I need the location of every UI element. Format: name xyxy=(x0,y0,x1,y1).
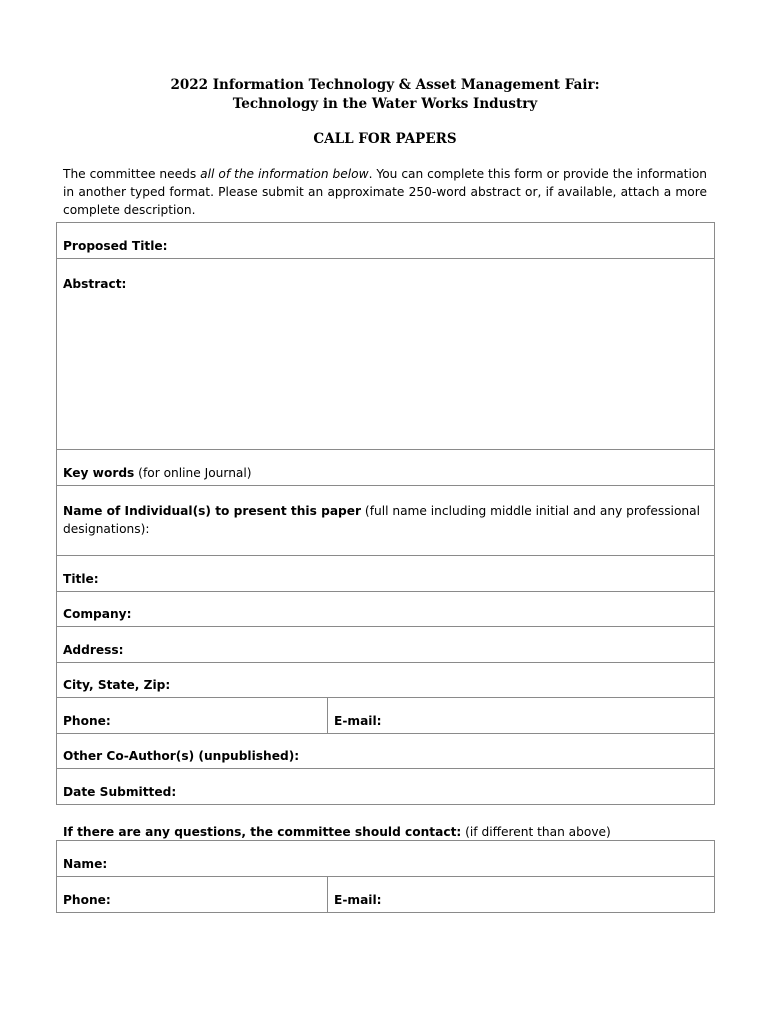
contact-phone-label: Phone: xyxy=(63,893,111,907)
title-field[interactable] xyxy=(57,556,715,592)
phone-field[interactable] xyxy=(57,698,328,734)
title-line-1: 2022 Information Technology & Asset Management Fair: xyxy=(170,77,600,93)
submission-form-table xyxy=(56,222,715,805)
city-state-zip-label: City, State, Zip: xyxy=(63,678,171,692)
contact-phone-field[interactable] xyxy=(57,877,328,913)
coauthors-label: Other Co-Author(s) (unpublished): xyxy=(63,749,300,763)
coauthors-field[interactable] xyxy=(57,734,715,769)
call-for-papers-heading: CALL FOR PAPERS xyxy=(313,131,457,147)
contact-name-label: Name: xyxy=(63,857,108,871)
address-label: Address: xyxy=(63,643,124,657)
contact-email-label: E-mail: xyxy=(334,893,382,907)
contact-email-field[interactable] xyxy=(328,877,715,913)
presenter-note: (full name including middle initial and any professional designations): xyxy=(63,504,700,536)
company-field[interactable] xyxy=(57,592,715,627)
presenter-label: Name of Individual(s) to present this paper xyxy=(63,504,362,518)
proposed-title-field[interactable] xyxy=(57,223,715,259)
contact-heading-note: (if different than above) xyxy=(461,825,611,839)
contact-heading-label: If there are any questions, the committee should contact: xyxy=(63,825,462,839)
intro-text-after: . You can complete this form or provide the information in another typed format. Please submit an approximate 250-word abstract or, if available, attach a more complete description. xyxy=(63,167,708,217)
abstract-field[interactable] xyxy=(57,259,715,450)
contact-name-field[interactable] xyxy=(57,841,715,877)
document-title xyxy=(0,76,770,114)
presenter-field[interactable] xyxy=(57,486,715,556)
intro-text-before: The committee needs xyxy=(63,167,201,181)
title-label: Title: xyxy=(63,572,99,586)
phone-label: Phone: xyxy=(63,714,111,728)
title-line-2: Technology in the Water Works Industry xyxy=(232,96,538,112)
date-submitted-label: Date Submitted: xyxy=(63,785,177,799)
address-field[interactable] xyxy=(57,627,715,663)
intro-paragraph xyxy=(63,165,707,219)
city-state-zip-field[interactable] xyxy=(57,663,715,698)
keywords-note: (for online Journal) xyxy=(134,466,252,480)
proposed-title-label: Proposed Title: xyxy=(63,239,168,253)
keywords-label: Key words xyxy=(63,466,135,480)
company-label: Company: xyxy=(63,607,132,621)
contact-heading xyxy=(63,823,611,841)
email-label: E-mail: xyxy=(334,714,382,728)
intro-emphasis: all of the information below xyxy=(200,167,369,181)
contact-form-table xyxy=(56,840,715,913)
keywords-field[interactable] xyxy=(57,450,715,486)
abstract-label: Abstract: xyxy=(63,277,127,291)
date-submitted-field[interactable] xyxy=(57,769,715,805)
email-field[interactable] xyxy=(328,698,715,734)
